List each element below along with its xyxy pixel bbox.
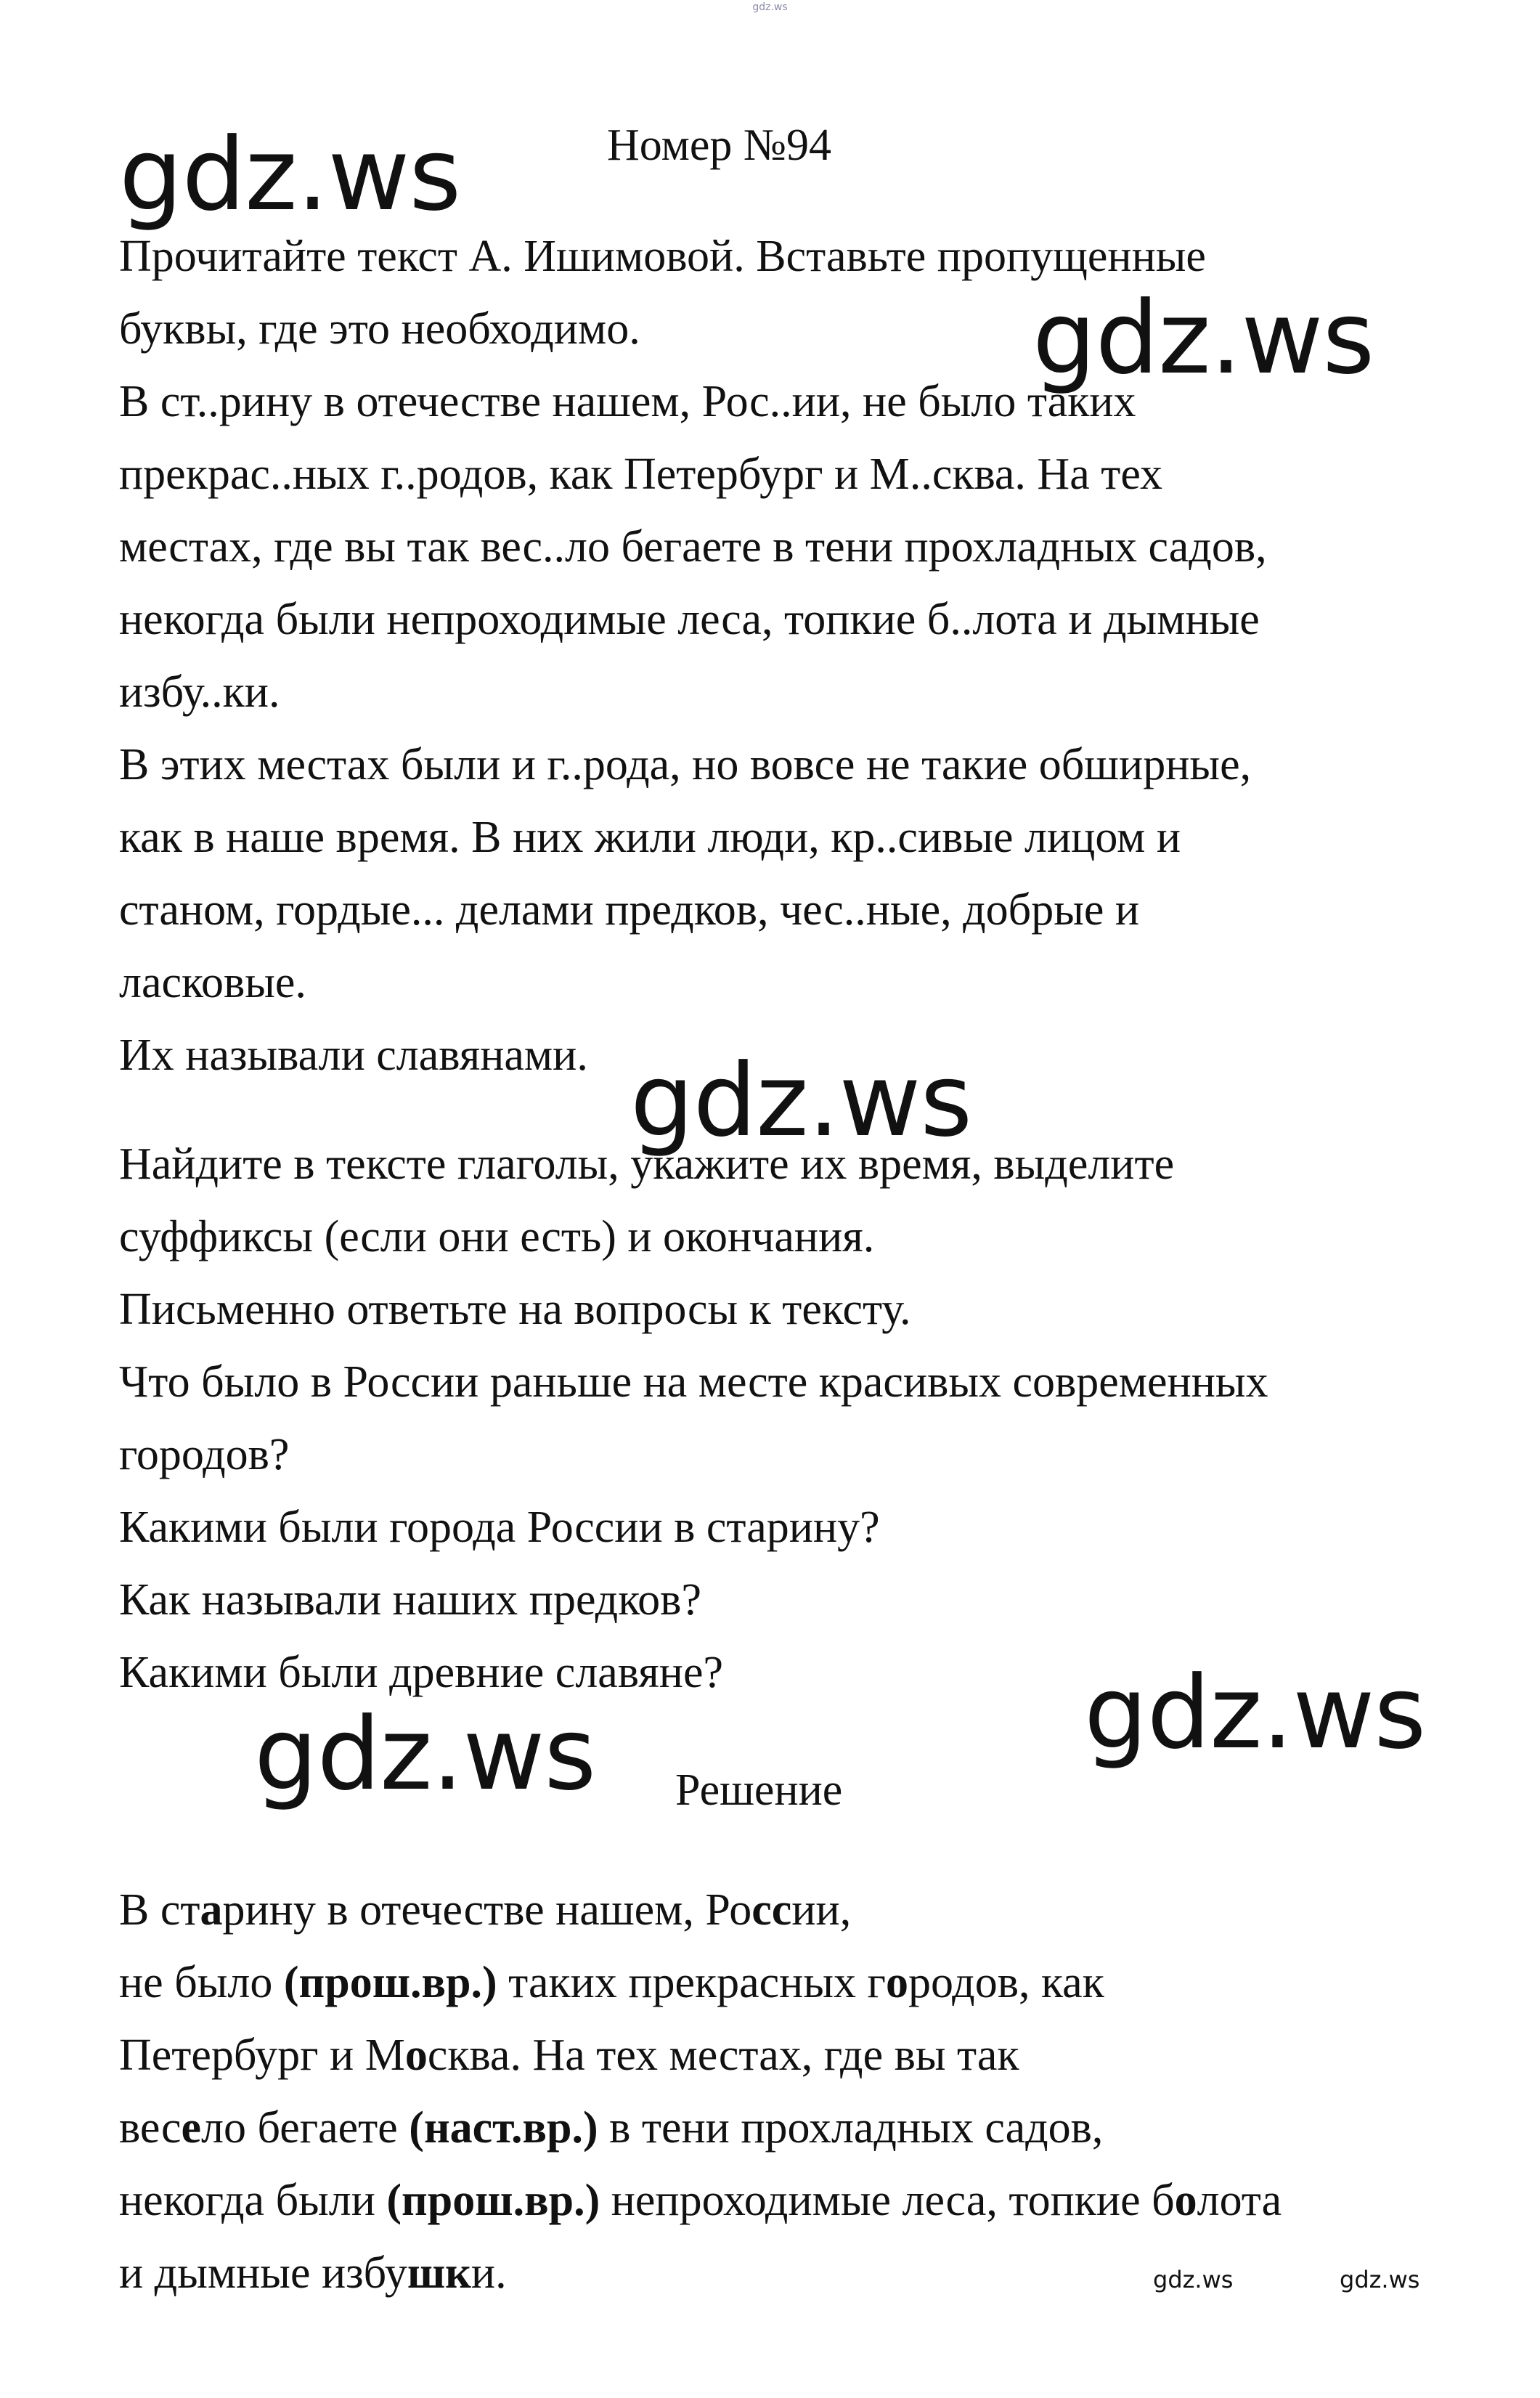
task-line: избу..ки.: [119, 667, 280, 717]
page-title: Номер №94: [606, 121, 831, 170]
watermark-logo: gdz.ws: [1084, 1654, 1426, 1771]
answer-fragment: В ст: [119, 1885, 200, 1935]
watermark-logo: gdz.ws: [254, 1696, 596, 1813]
inserted-letter: сс: [751, 1885, 792, 1935]
answer-fragment: сква. На тех местах, где вы так: [427, 2031, 1019, 2080]
question-line: Что было в России раньше на месте красивых современных: [119, 1357, 1268, 1407]
inserted-letter: о: [1174, 2176, 1197, 2225]
watermark-logo: gdz.ws: [1032, 280, 1374, 397]
questions-text: [119, 1128, 1462, 1709]
answer-fragment: Петербург и М: [119, 2031, 405, 2080]
question-line: суффиксы (если они есть) и окончания.: [119, 1212, 875, 1261]
answer-fragment: рину в отечестве нашем, Ро: [222, 1885, 752, 1935]
answer-fragment: ии,: [791, 1885, 852, 1935]
answer-fragment: и дымные избу: [119, 2248, 407, 2298]
tense-tag: (прош.вр.): [386, 2176, 600, 2225]
inserted-letter: шк: [407, 2248, 471, 2298]
task-line: буквы, где это необходимо.: [119, 304, 640, 354]
answer-fragment: лота: [1197, 2176, 1282, 2225]
inserted-letter: а: [200, 1885, 223, 1935]
watermark-logo: gdz.ws: [630, 1042, 972, 1159]
answer-fragment: и.: [470, 2248, 507, 2298]
inserted-letter: е: [181, 2103, 202, 2153]
question-line: Какими были города России в старину?: [119, 1503, 880, 1552]
task-line: прекрас..ных г..родов, как Петербург и М..сква. На тех: [119, 450, 1163, 499]
task-line: как в наше время. В них жили люди, кр..сивые лицом и: [119, 813, 1181, 862]
answer-fragment: таких прекрасных г: [497, 1958, 886, 2007]
question-line: Письменно ответьте на вопросы к тексту.: [119, 1285, 911, 1334]
question-line: Найдите в тексте глаголы, укажите их время, выделите: [119, 1139, 1175, 1189]
answer-text: [119, 1874, 1462, 2309]
question-line: городов?: [119, 1430, 290, 1479]
answer-fragment: ло бегаете: [201, 2103, 410, 2153]
task-line: Их называли славянами.: [119, 1031, 588, 1080]
answer-fragment: родов, как: [908, 1958, 1104, 2007]
watermark-logo: gdz.ws: [119, 116, 461, 233]
answer-fragment: не было: [119, 1958, 284, 2007]
inserted-letter: о: [404, 2031, 428, 2080]
task-line: ласковые.: [119, 958, 306, 1007]
task-line: некогда были непроходимые леса, топкие б..лота и дымные: [119, 595, 1260, 644]
answer-line: [119, 2164, 1462, 2237]
solution-heading: Решение: [675, 1765, 843, 1815]
answer-fragment: непроходимые леса, топкие б: [600, 2176, 1175, 2225]
answer-fragment: вес: [119, 2103, 182, 2153]
inserted-letter: о: [885, 1958, 908, 2007]
answer-line: [119, 1874, 1462, 1946]
watermark-small: gdz.ws: [1153, 2266, 1234, 2293]
task-line: станом, гордые... делами предков, чес..ные, добрые и: [119, 885, 1140, 935]
question-line: Какими были древние славяне?: [119, 1648, 723, 1697]
answer-fragment: в тени прохладных садов,: [598, 2103, 1104, 2153]
answer-line: [119, 2019, 1462, 2092]
watermark-small: gdz.ws: [1340, 2266, 1420, 2293]
question-line: Как называли наших предков?: [119, 1575, 701, 1625]
answer-fragment: некогда были: [119, 2176, 387, 2225]
tense-tag: (прош.вр.): [283, 1958, 497, 2007]
top-watermark-text: gdz.ws: [752, 1, 788, 13]
task-line: В этих местах были и г..рода, но вовсе не такие обширные,: [119, 740, 1252, 789]
task-line: Прочитайте текст А. Ишимовой. Вставьте пропущенные: [119, 232, 1206, 281]
answer-line: [119, 1946, 1462, 2019]
task-line: В ст..рину в отечестве нашем, Рос..ии, не было таких: [119, 377, 1136, 426]
task-line: местах, где вы так вес..ло бегаете в тени прохладных садов,: [119, 522, 1267, 572]
answer-line: [119, 2092, 1462, 2164]
tense-tag: (наст.вр.): [409, 2103, 598, 2153]
answer-line: [119, 2237, 1462, 2309]
